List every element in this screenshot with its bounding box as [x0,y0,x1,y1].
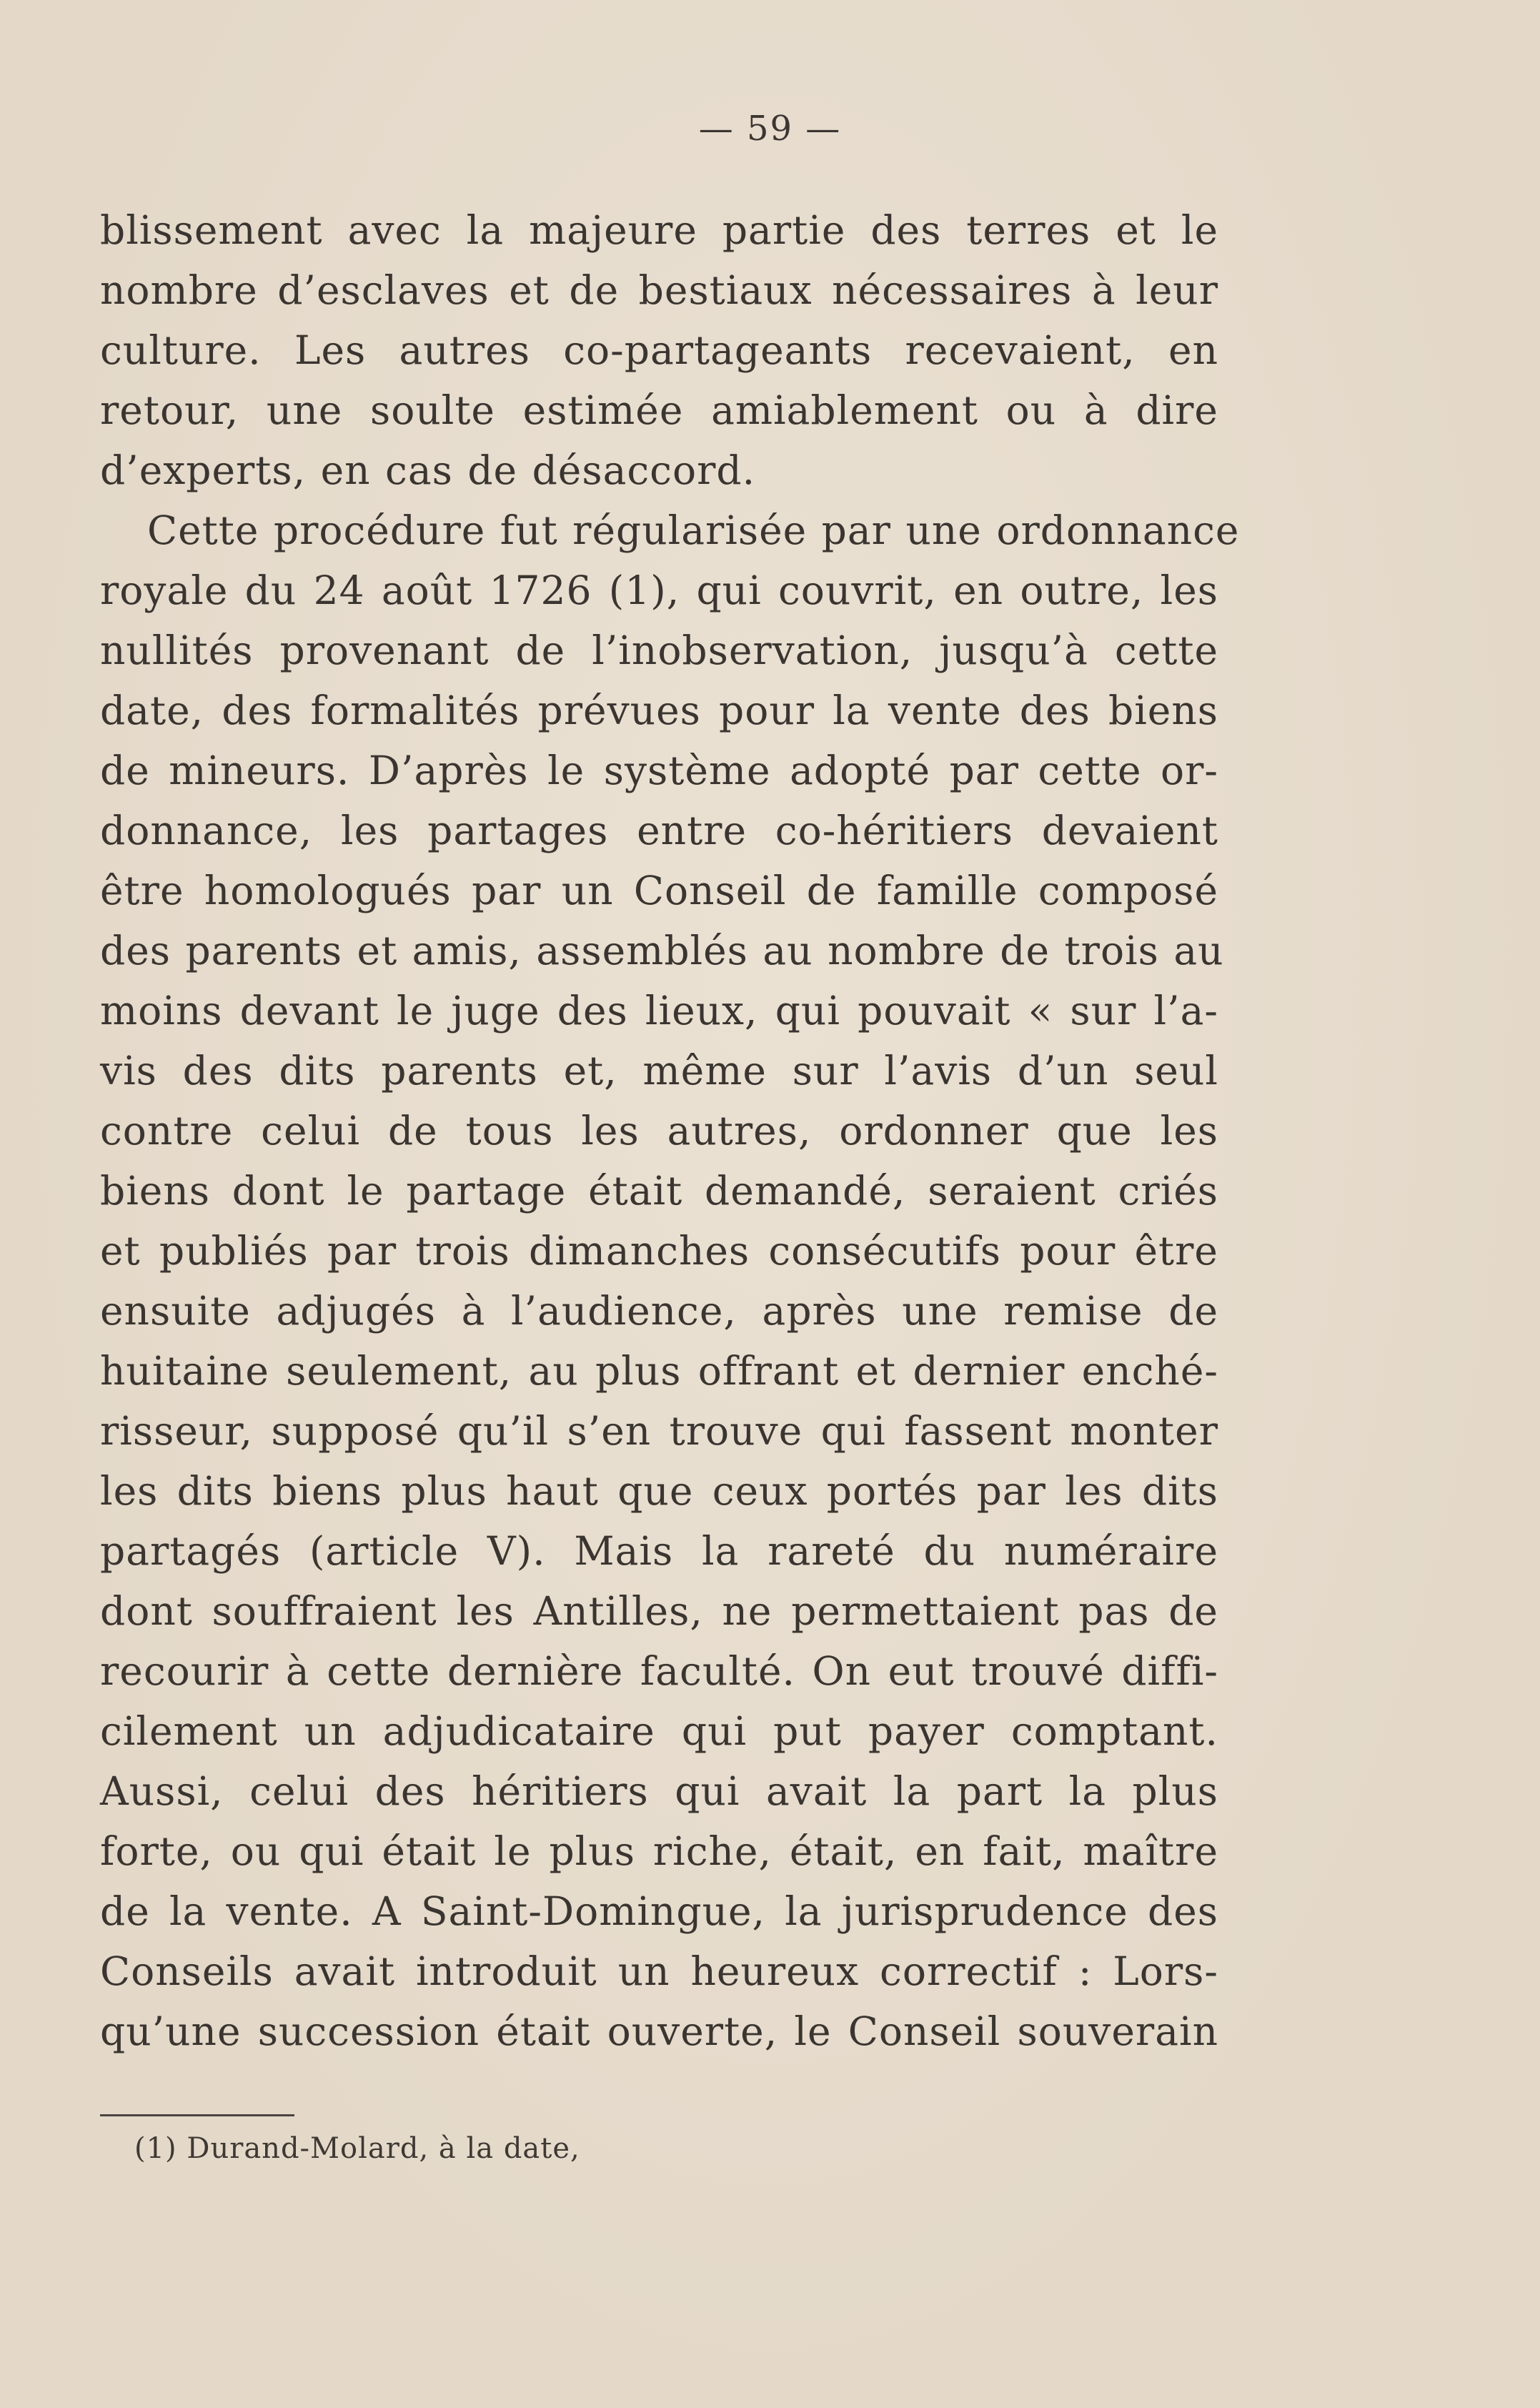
text-line: moins devant le juge des lieux, qui pouvait « sur l’a- [100,988,1218,1034]
text-line: d’experts, en cas de désaccord. [100,447,756,493]
page-number: — 59 — [698,109,842,149]
body-text [100,200,1240,2061]
text-line: huitaine seulement, au plus offrant et dernier enché- [100,1348,1218,1394]
text-line: et publiés par trois dimanches consécutifs pour être [100,1228,1218,1274]
text-line: culture. Les autres co-partageants recevaient, en [100,327,1218,373]
text-line: risseur, supposé qu’il s’en trouve qui fassent monter [100,1408,1218,1454]
text-line: date, des formalités prévues pour la vente des biens [100,688,1218,733]
text-line: nombre d’esclaves et de bestiaux nécessaires à leur [100,267,1218,313]
text-line: Conseils avait introduit un heureux correctif : Lors- [100,1948,1218,1994]
text-line: de mineurs. D’après le système adopté par cette or- [100,748,1218,793]
text-line: forte, ou qui était le plus riche, était, en fait, maître [100,1828,1218,1874]
text-line: donnance, les partages entre co-héritiers devaient [100,808,1218,853]
footnote: (1) Durand-Molard, à la date, [134,2132,580,2165]
text-line: nullités provenant de l’inobservation, jusqu’à cette [100,628,1218,673]
text-line: des parents et amis, assemblés au nombre de trois au [100,928,1224,973]
text-line: vis des dits parents et, même sur l’avis d’un seul [100,1048,1218,1094]
text-line: qu’une succession était ouverte, le Conseil souverain [100,2008,1218,2054]
text-line: les dits biens plus haut que ceux portés par les dits [100,1468,1218,1514]
text-line: Cette procédure fut régularisée par une ordonnance [147,507,1240,553]
text-line: contre celui de tous les autres, ordonner que les [100,1108,1218,1154]
text-line: retour, une soulte estimée amiablement ou à dire [100,387,1218,433]
text-line: dont souffraient les Antilles, ne permettaient pas de [100,1588,1218,1634]
text-line: partagés (article V). Mais la rareté du numéraire [100,1528,1218,1574]
text-line: recourir à cette dernière faculté. On eut trouvé diffi- [100,1648,1218,1694]
text-line: royale du 24 août 1726 (1), qui couvrit, en outre, les [100,568,1218,613]
footnote-divider [100,2114,294,2116]
text-line: biens dont le partage était demandé, seraient criés [100,1168,1218,1214]
text-line: cilement un adjudicataire qui put payer comptant. [100,1708,1218,1754]
text-line: Aussi, celui des héritiers qui avait la part la plus [100,1768,1218,1814]
text-line: ensuite adjugés à l’audience, après une remise de [100,1288,1218,1334]
text-line: de la vente. A Saint-Domingue, la jurisprudence des [100,1888,1218,1934]
text-line: blissement avec la majeure partie des terres et le [100,207,1218,253]
text-line: être homologués par un Conseil de famille composé [100,868,1218,913]
